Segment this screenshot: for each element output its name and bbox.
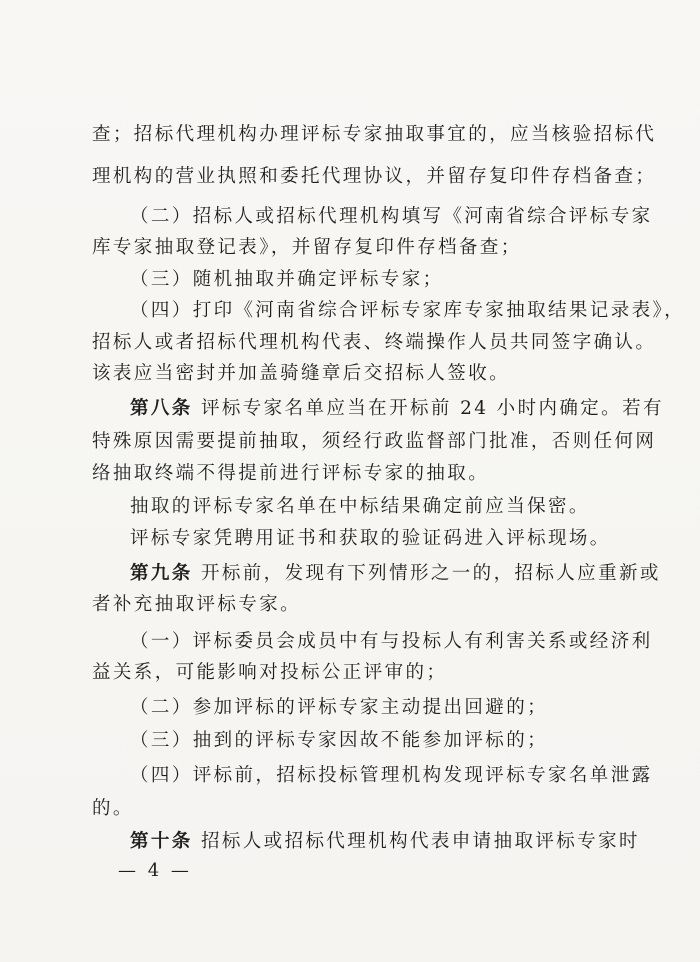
article-text: 开标前，发现有下列情形之一的，招标人应重新或 [192, 563, 661, 584]
text-line: （四）评标前，招标投标管理机构发现评标专家名单泄露 [130, 765, 653, 786]
text-line: （二）参加评标的评标专家主动提出回避的； [130, 697, 549, 718]
article-text: 评标专家名单应当在开标前 24 小时内确定。若有 [192, 398, 664, 419]
text-line: 者补充抽取评标专家。 [92, 594, 302, 615]
text-line: （四）打印《河南省综合评标专家库专家抽取结果记录表》， [130, 300, 686, 321]
article-8-line [130, 397, 664, 421]
text-line: 理机构的营业执照和委托代理协议，并留存复印件存档备查； [92, 166, 657, 187]
article-heading: 第八条 [130, 398, 193, 419]
text-line: 特殊原因需要提前抽取，须经行政监督部门批准，否则任何网 [92, 431, 657, 452]
text-line: 该表应当密封并加盖骑缝章后交招标人签收。 [92, 363, 511, 384]
page-number: — 4 — [118, 860, 192, 881]
article-text: 招标人或招标代理机构代表申请抽取评标专家时 [192, 831, 640, 852]
text-line: （一）评标委员会成员中有与投标人有利害关系或经济利 [130, 631, 653, 652]
text-line: 络抽取终端不得提前进行评标专家的抽取。 [92, 463, 490, 484]
text-line: 抽取的评标专家名单在中标结果确定前应当保密。 [130, 496, 590, 517]
text-line: （二）招标人或招标代理机构填写《河南省综合评标专家 [130, 206, 653, 227]
article-9-line [130, 562, 661, 586]
text-line: （三）随机抽取并确定评标专家； [130, 269, 444, 290]
text-line: 库专家抽取登记表》，并留存复印件存档备查； [92, 237, 522, 258]
text-line: 评标专家凭聘用证书和获取的验证码进入评标现场。 [130, 528, 611, 549]
article-10-line [130, 830, 640, 854]
text-line: 的。 [92, 798, 134, 819]
article-heading: 第十条 [130, 831, 193, 852]
article-heading: 第九条 [130, 563, 193, 584]
text-line: （三）抽到的评标专家因故不能参加评标的； [130, 730, 549, 751]
text-line: 招标人或者招标代理机构代表、终端操作人员共同签字确认。 [92, 332, 657, 353]
text-line: 益关系，可能影响对投标公正评审的； [92, 662, 448, 683]
text-line: 查；招标代理机构办理评标专家抽取事宜的，应当核验招标代 [92, 124, 657, 145]
